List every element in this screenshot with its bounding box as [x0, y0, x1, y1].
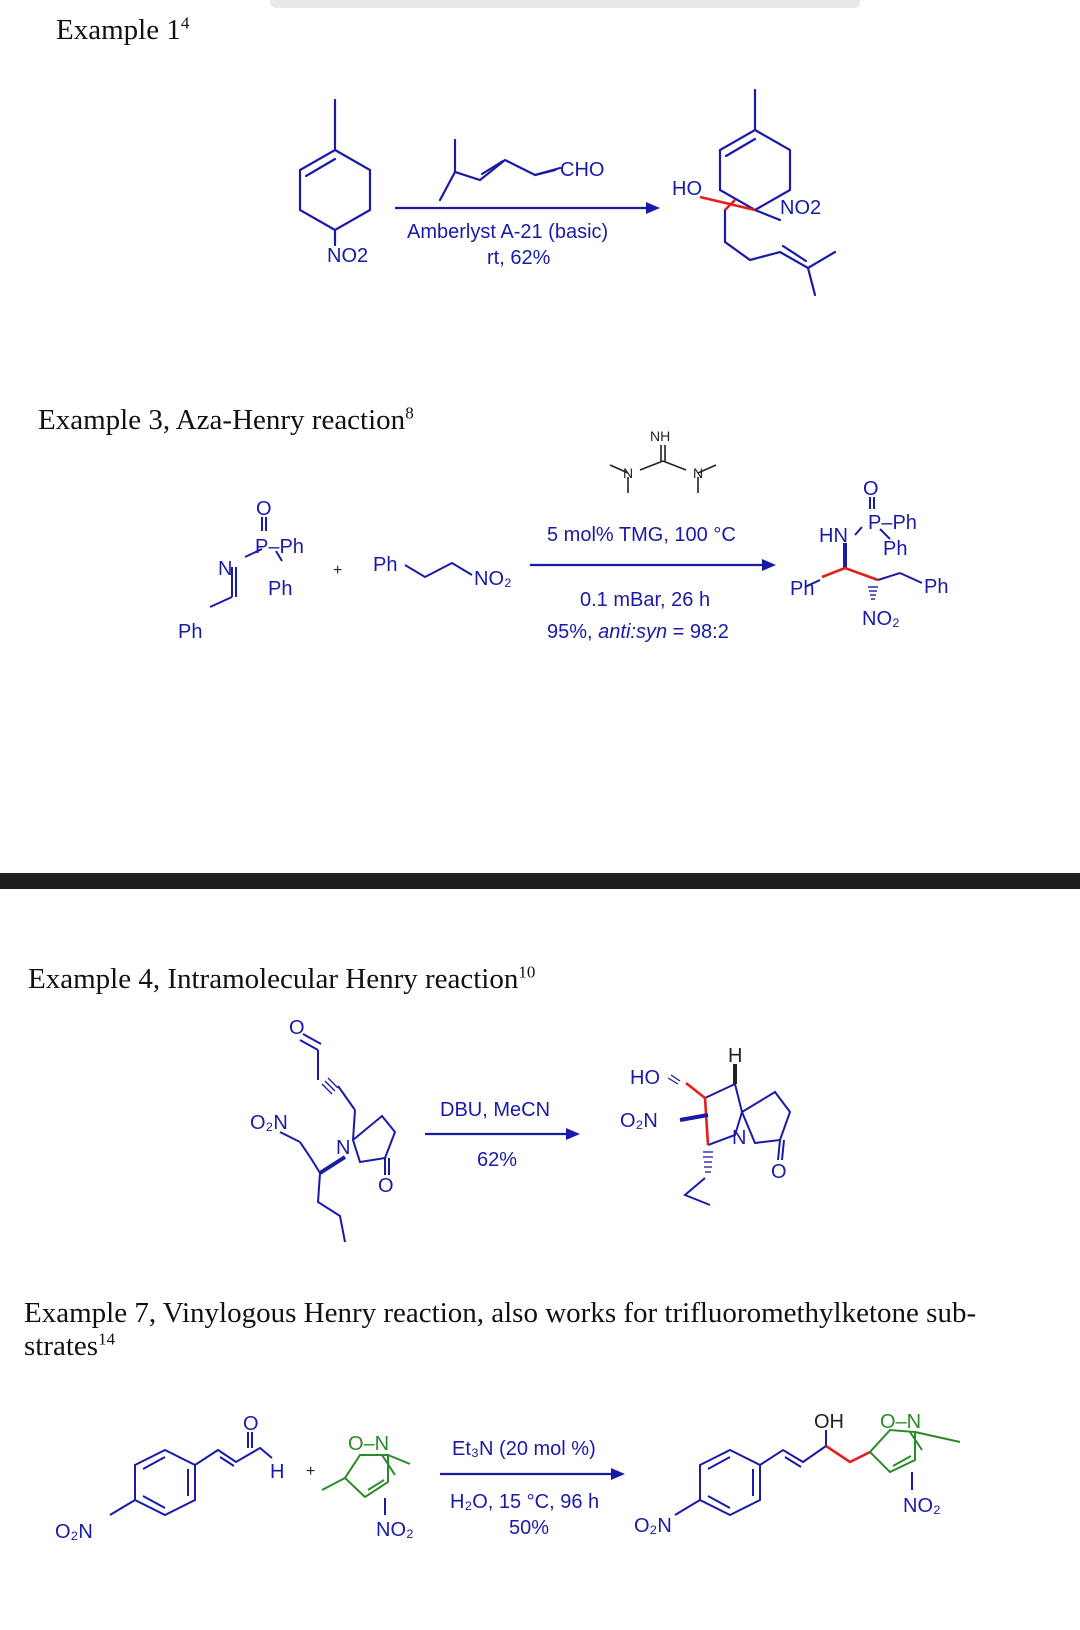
example-4-scheme: [0, 1017, 1080, 1250]
example-4-product-n: N: [732, 1127, 747, 1149]
example-3-catalyst-n2: N: [693, 465, 704, 481]
example-3-plus: +: [333, 562, 343, 579]
example-7-sm-h: H: [270, 1461, 285, 1483]
example-4-product-h: H: [728, 1045, 743, 1067]
example-4-ref: 10: [518, 962, 536, 982]
example-7-condition-2: H₂O, 15 °C, 96 h: [450, 1491, 600, 1513]
example-1-scheme: [0, 60, 1080, 380]
example-7-title: Example 7, Vinylogous Henry reaction, also works for trifluoromethylketone sub-strates: [24, 1297, 977, 1363]
example-1-condition-1: Amberlyst A-21 (basic): [407, 221, 609, 243]
example-3-condition-1: 5 mol% TMG, 100 °C: [547, 524, 736, 546]
example-3-product-no2: NO₂: [862, 608, 900, 630]
example-4-product-o2n: O₂N: [620, 1110, 658, 1132]
example-3-reactant-ph-1: Ph: [268, 578, 293, 600]
example-3-product-pph: P–Ph: [868, 512, 917, 534]
example-3-catalyst-n1: N: [623, 465, 634, 481]
example-3-product-hn: HN: [819, 525, 848, 547]
example-4-sm-o2n: O₂N: [250, 1112, 288, 1134]
example-4-sm-o: O: [289, 1017, 305, 1039]
example-7-scheme: [0, 1411, 1080, 1590]
example-7-isoxazole-on: O–N: [348, 1433, 390, 1455]
example-7-heading: [24, 1297, 1034, 1364]
example-1-condition-2: rt, 62%: [487, 247, 551, 269]
example-3-reactant-n: N: [218, 558, 233, 580]
top-scroll-shadow: [270, 0, 860, 8]
example-3-product-ph-2: Ph: [924, 576, 949, 598]
example-7-condition-1: Et₃N (20 mol %): [452, 1438, 596, 1460]
section-divider: [0, 873, 1080, 889]
example-4-title: Example 4, Intramolecular Henry reaction: [28, 963, 519, 995]
example-3-catalyst-nh: NH: [650, 428, 671, 444]
example-7-ref: 14: [98, 1329, 116, 1349]
example-3-nitro-no2: NO₂: [474, 568, 512, 590]
example-3-condition-3: 95%, anti:syn = 98:2: [547, 621, 729, 643]
example-7-sm-o2n: O₂N: [55, 1521, 93, 1543]
example-3-nitro-ph: Ph: [373, 554, 398, 576]
example-3-title: Example 3, Aza-Henry reaction: [38, 404, 406, 436]
example-7-product-o2n: O₂N: [634, 1515, 672, 1537]
example-7-sm-o: O: [243, 1413, 259, 1435]
example-1-product-no2: NO2: [780, 197, 822, 219]
example-1-title: Example 1: [56, 14, 181, 46]
example-3-product-ph-p: Ph: [883, 538, 908, 560]
example-7-product-on: O–N: [880, 1411, 922, 1433]
example-1-reagent-cho: CHO: [560, 159, 605, 181]
example-3-product-ph-1: Ph: [790, 578, 815, 600]
example-3-reactant-pph: P–Ph: [255, 536, 304, 558]
example-7-condition-3: 50%: [509, 1517, 550, 1539]
example-3-reactant-ph-2: Ph: [178, 621, 203, 643]
example-4-heading: [28, 963, 535, 996]
example-7-product-oh: OH: [814, 1411, 844, 1433]
example-3-product-o: O: [863, 478, 879, 500]
example-4-condition-1: DBU, MeCN: [440, 1099, 551, 1121]
example-7-isoxazole-no2: NO₂: [376, 1519, 414, 1541]
example-1-ref: 4: [180, 13, 190, 33]
example-7-product-no2: NO₂: [903, 1495, 941, 1517]
example-4-product-ho: HO: [630, 1067, 660, 1089]
example-4-product-ketone-o: O: [771, 1161, 787, 1183]
example-3-scheme: [0, 425, 1080, 685]
example-3-ref: 8: [405, 403, 414, 423]
example-3-condition-2: 0.1 mBar, 26 h: [580, 589, 711, 611]
example-4-sm-ketone-o: O: [378, 1175, 394, 1197]
example-3-reactant-o: O: [256, 498, 272, 520]
example-4-condition-2: 62%: [477, 1149, 518, 1171]
example-1-sm-no2: NO2: [327, 245, 369, 267]
example-1-product-ho: HO: [672, 178, 702, 200]
example-1-heading: [56, 14, 189, 47]
example-7-plus: +: [306, 1463, 316, 1480]
example-4-sm-n: N: [336, 1137, 351, 1159]
